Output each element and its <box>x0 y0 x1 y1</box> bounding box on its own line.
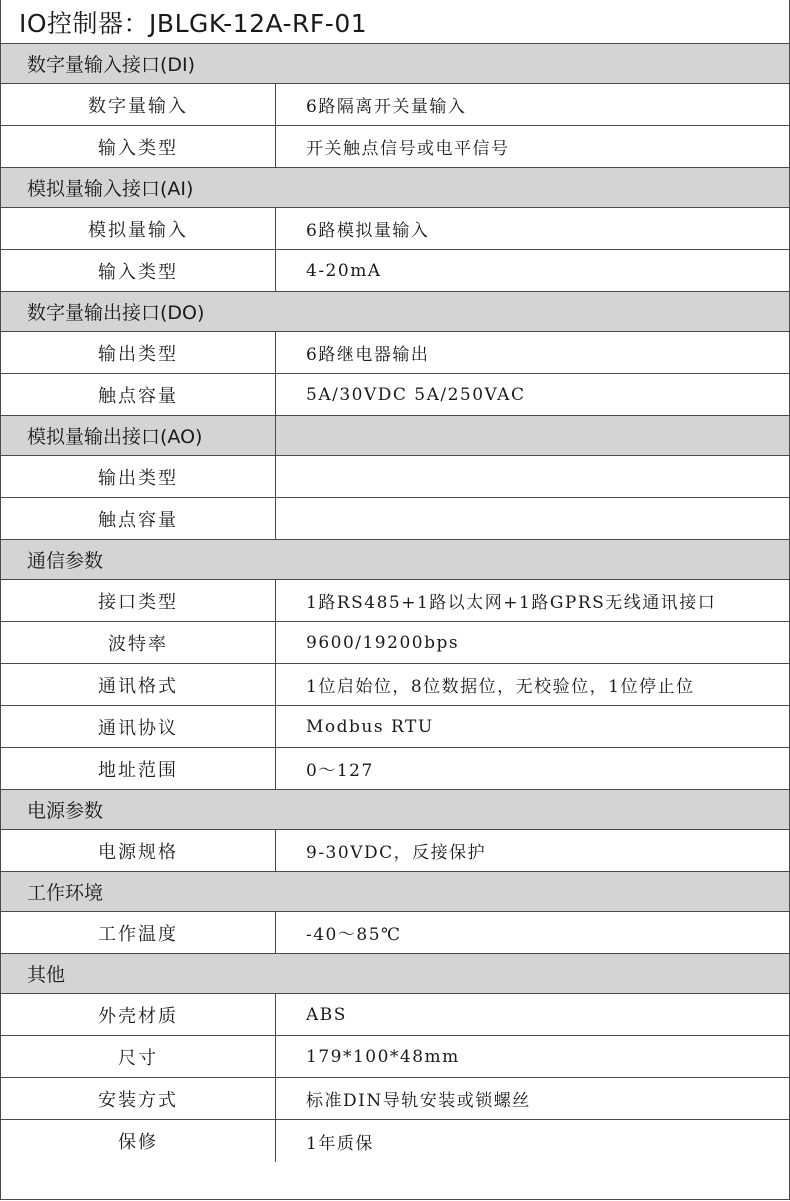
spec-label: 模拟量输入 <box>1 208 276 249</box>
spec-value: 标准DIN导轨安装或锁螺丝 <box>306 1091 531 1111</box>
spec-row <box>1 126 789 168</box>
spec-value: Modbus RTU <box>306 716 434 737</box>
spec-row <box>1 1036 789 1078</box>
spec-value: 0～127 <box>306 761 374 781</box>
spec-value: 6路继电器输出 <box>306 345 430 365</box>
spec-row <box>1 1120 789 1162</box>
spec-value: 5A/30VDC 5A/250VAC <box>306 384 526 405</box>
spec-value: 179*100*48mm <box>306 1046 460 1067</box>
section-header: 通信参数 <box>1 540 789 580</box>
spec-label: 电源规格 <box>1 830 276 871</box>
spec-label: 触点容量 <box>1 498 276 539</box>
spec-label: 输出类型 <box>1 332 276 373</box>
spec-label: 外壳材质 <box>1 994 276 1035</box>
spec-row <box>1 84 789 126</box>
spec-row <box>1 1078 789 1120</box>
spec-value: 6路隔离开关量输入 <box>306 97 467 117</box>
spec-label: 输入类型 <box>1 126 276 167</box>
spec-label: 数字量输入 <box>1 84 276 125</box>
section-header: 数字量输出接口(DO) <box>1 292 789 332</box>
spec-label: 波特率 <box>1 622 276 663</box>
section-header: 数字量输入接口(DI) <box>1 44 789 84</box>
spec-table <box>1 44 789 1162</box>
section-title: 模拟量输出接口(AO) <box>1 416 276 455</box>
spec-row <box>1 994 789 1036</box>
spec-row <box>1 498 789 540</box>
spec-value <box>276 498 789 539</box>
spec-row <box>1 748 789 790</box>
spec-value: 6路模拟量输入 <box>306 221 430 241</box>
spec-label: 保修 <box>1 1120 276 1162</box>
spec-value: -40～85℃ <box>306 925 402 945</box>
spec-label: 输入类型 <box>1 250 276 291</box>
spec-row <box>1 830 789 872</box>
spec-value: 9600/19200bps <box>306 632 460 653</box>
section-header <box>1 416 789 456</box>
spec-value: 1位启始位，8位数据位，无校验位，1位停止位 <box>306 677 695 697</box>
spec-row <box>1 664 789 706</box>
spec-value: 9-30VDC，反接保护 <box>306 843 487 863</box>
spec-value: 开关触点信号或电平信号 <box>306 139 510 159</box>
spec-label: 尺寸 <box>1 1036 276 1077</box>
spec-label: 触点容量 <box>1 374 276 415</box>
spec-label: 地址范围 <box>1 748 276 789</box>
section-header: 模拟量输入接口(AI) <box>1 168 789 208</box>
spec-row <box>1 622 789 664</box>
spec-value: ABS <box>306 1004 347 1025</box>
spec-label: 通讯协议 <box>1 706 276 747</box>
spec-label: 安装方式 <box>1 1078 276 1119</box>
section-header: 其他 <box>1 954 789 994</box>
spec-row <box>1 580 789 622</box>
spec-value: 4-20mA <box>306 260 382 281</box>
spec-row <box>1 374 789 416</box>
spec-row <box>1 332 789 374</box>
spec-label: 接口类型 <box>1 580 276 621</box>
spec-row <box>1 208 789 250</box>
spec-row <box>1 706 789 748</box>
page-title: IO控制器：JBLGK-12A-RF-01 <box>1 0 789 44</box>
spec-row <box>1 250 789 292</box>
spec-row <box>1 456 789 498</box>
spec-label: 工作温度 <box>1 912 276 953</box>
spec-row <box>1 912 789 954</box>
section-header: 工作环境 <box>1 872 789 912</box>
section-header: 电源参数 <box>1 790 789 830</box>
spec-label: 通讯格式 <box>1 664 276 705</box>
spec-value: 1路RS485+1路以太网+1路GPRS无线通讯接口 <box>306 593 717 613</box>
spec-value <box>276 456 789 497</box>
spec-value: 1年质保 <box>306 1133 374 1154</box>
spec-label: 输出类型 <box>1 456 276 497</box>
